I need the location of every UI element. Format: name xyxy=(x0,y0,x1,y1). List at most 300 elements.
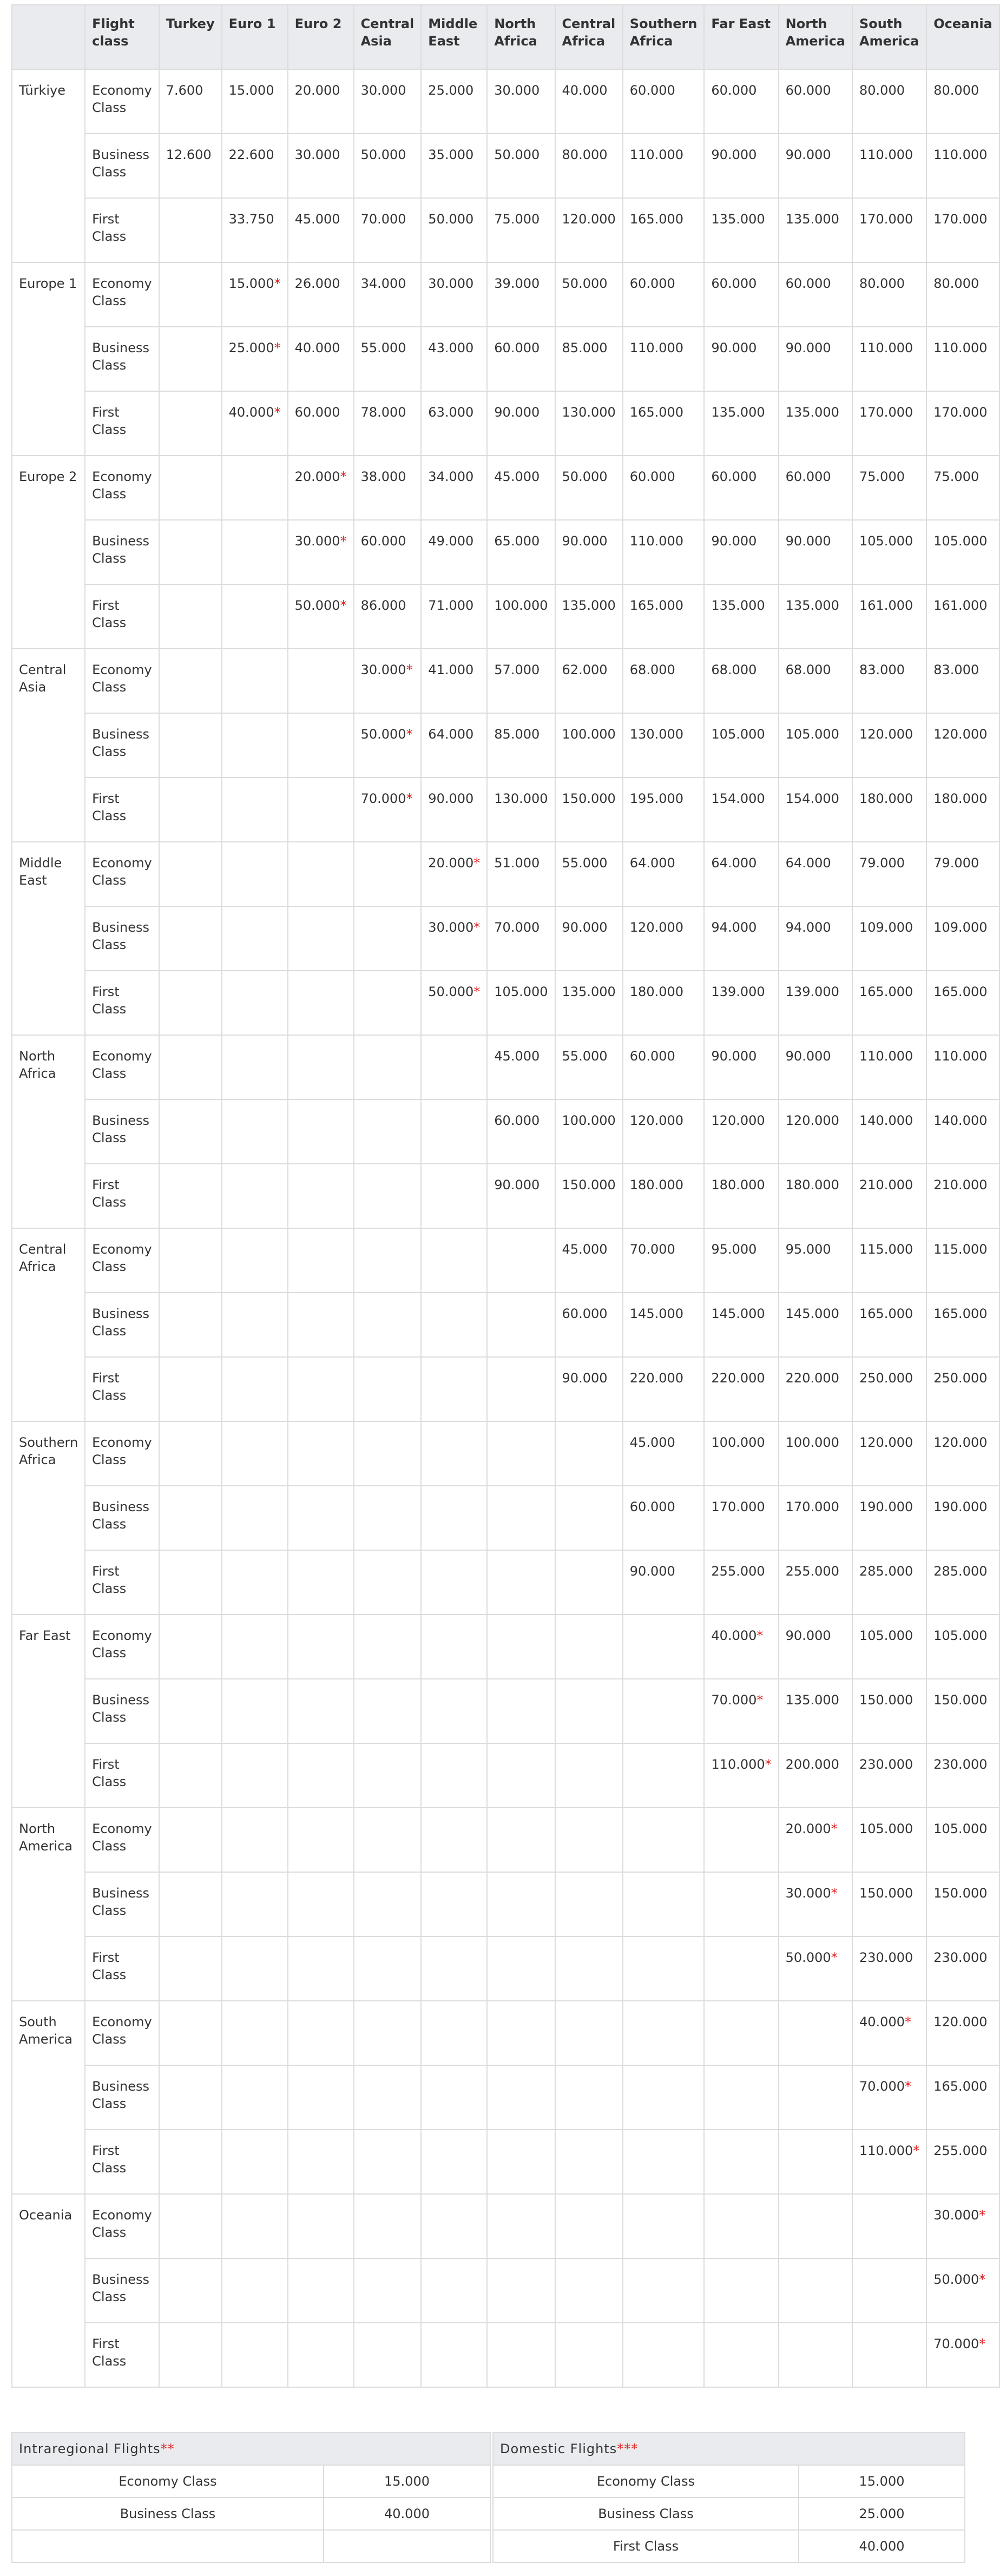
table-row xyxy=(12,2130,999,2194)
miles-cell: 154.000 xyxy=(704,778,778,842)
table-row xyxy=(493,2530,965,2562)
miles-cell: 150.000 xyxy=(926,1872,999,1936)
asterisk-mark: * xyxy=(473,984,481,999)
miles-cell: 95.000 xyxy=(779,1228,852,1293)
table-row xyxy=(12,2530,490,2562)
miles-cell: 170.000 xyxy=(926,391,999,456)
miles-cell: 109.000 xyxy=(852,906,926,971)
miles-cell xyxy=(222,2130,288,2194)
miles-cell xyxy=(288,1228,354,1293)
miles-cell xyxy=(288,1872,354,1936)
miles-cell xyxy=(222,1550,288,1615)
miles-cell: 94.000 xyxy=(704,906,778,971)
miles-cell: 90.000 xyxy=(779,1615,852,1679)
miles-cell xyxy=(421,1164,487,1228)
table-row xyxy=(12,1550,999,1615)
miles-cell xyxy=(159,971,222,1035)
miles-cell xyxy=(623,1615,705,1679)
miles-cell xyxy=(779,2130,852,2194)
miles-cell xyxy=(159,1872,222,1936)
miles-cell xyxy=(354,2130,422,2194)
asterisk-mark: * xyxy=(831,1821,838,1836)
miles-cell xyxy=(288,2130,354,2194)
miles-cell xyxy=(288,778,354,842)
miles-cell xyxy=(487,1936,555,2001)
miles-cell: 120.000 xyxy=(926,713,999,778)
miles-cell: 40.000 xyxy=(324,2498,490,2530)
miles-cell xyxy=(487,2258,555,2323)
miles-cell: 110.000 xyxy=(852,327,926,391)
miles-cell xyxy=(222,2065,288,2130)
miles-cell: 255.000 xyxy=(926,2130,999,2194)
table-row xyxy=(12,1164,999,1228)
miles-cell xyxy=(704,2194,778,2258)
region-label: Far East xyxy=(12,1615,85,1808)
miles-cell xyxy=(487,1679,555,1743)
miles-cell: 255.000 xyxy=(704,1550,778,1615)
table-row xyxy=(12,69,999,134)
miles-cell: 150.000 xyxy=(555,778,623,842)
miles-cell xyxy=(779,2001,852,2065)
miles-cell xyxy=(288,2194,354,2258)
miles-cell: 180.000 xyxy=(623,1164,705,1228)
miles-cell xyxy=(421,1743,487,1808)
miles-cell xyxy=(487,1228,555,1293)
miles-cell: 79.000 xyxy=(852,842,926,906)
miles-cell xyxy=(852,2194,926,2258)
miles-cell: 110.000 xyxy=(852,1035,926,1099)
miles-cell xyxy=(704,1936,778,2001)
miles-cell xyxy=(354,2001,422,2065)
miles-cell: 49.000 xyxy=(421,520,487,584)
miles-cell: 90.000 xyxy=(555,1357,623,1421)
miles-cell: 165.000 xyxy=(623,391,705,456)
region-label: Central Asia xyxy=(12,649,85,842)
miles-cell xyxy=(354,1164,422,1228)
miles-cell xyxy=(421,1615,487,1679)
miles-cell xyxy=(222,2001,288,2065)
miles-cell xyxy=(222,842,288,906)
miles-cell xyxy=(354,842,422,906)
miles-cell xyxy=(421,2258,487,2323)
table-row xyxy=(12,1936,999,2001)
miles-cell: 220.000 xyxy=(779,1357,852,1421)
miles-cell xyxy=(159,713,222,778)
miles-cell: 25.000* xyxy=(222,327,288,391)
miles-cell xyxy=(354,1872,422,1936)
miles-cell: 90.000 xyxy=(779,520,852,584)
miles-cell: 64.000 xyxy=(421,713,487,778)
miles-cell: 150.000 xyxy=(555,1164,623,1228)
miles-cell xyxy=(487,2323,555,2387)
table-row xyxy=(12,456,999,520)
miles-cell: 70.000 xyxy=(623,1228,705,1293)
table-row xyxy=(12,906,999,971)
miles-cell: 39.000 xyxy=(487,262,555,327)
miles-cell: 60.000 xyxy=(779,69,852,134)
miles-cell: 70.000 xyxy=(487,906,555,971)
asterisk-mark: * xyxy=(473,920,481,935)
miles-cell: 285.000 xyxy=(926,1550,999,1615)
miles-cell xyxy=(159,2323,222,2387)
flight-class-cell: First Class xyxy=(85,391,159,456)
miles-cell xyxy=(159,520,222,584)
miles-cell: 86.000 xyxy=(354,584,422,649)
miles-cell xyxy=(623,1679,705,1743)
miles-cell xyxy=(222,1228,288,1293)
miles-cell: 60.000 xyxy=(555,1293,623,1357)
miles-cell xyxy=(555,1486,623,1550)
miles-cell xyxy=(222,1936,288,2001)
miles-cell xyxy=(354,1421,422,1486)
miles-cell: 120.000 xyxy=(555,198,623,262)
miles-cell xyxy=(222,778,288,842)
flight-class-cell: Business Class xyxy=(85,327,159,391)
miles-cell: 30.000* xyxy=(421,906,487,971)
asterisk-mark: * xyxy=(406,791,413,806)
miles-cell: 139.000 xyxy=(704,971,778,1035)
miles-cell: 190.000 xyxy=(852,1486,926,1550)
miles-cell: 180.000 xyxy=(926,778,999,842)
miles-cell xyxy=(288,1615,354,1679)
miles-cell: 80.000 xyxy=(555,134,623,198)
flight-class-cell: Economy Class xyxy=(85,842,159,906)
miles-cell: 135.000 xyxy=(779,198,852,262)
miles-cell xyxy=(487,2130,555,2194)
table-row xyxy=(12,971,999,1035)
table-row xyxy=(12,2258,999,2323)
table-row xyxy=(12,2323,999,2387)
miles-cell xyxy=(159,1679,222,1743)
miles-cell xyxy=(487,2001,555,2065)
asterisk-mark: * xyxy=(406,662,413,677)
miles-cell xyxy=(222,1679,288,1743)
intraregional-title-text: Intraregional Flights xyxy=(19,2441,161,2456)
miles-cell: 30.000* xyxy=(779,1872,852,1936)
miles-cell: 15.000* xyxy=(222,262,288,327)
miles-cell xyxy=(487,2065,555,2130)
miles-cell: 115.000 xyxy=(852,1228,926,1293)
flight-class-cell: First Class xyxy=(85,2130,159,2194)
miles-cell: 38.000 xyxy=(354,456,422,520)
miles-cell: 68.000 xyxy=(623,649,705,713)
miles-cell: 45.000 xyxy=(623,1421,705,1486)
miles-cell xyxy=(704,1808,778,1872)
miles-cell xyxy=(623,1808,705,1872)
miles-cell: 30.000* xyxy=(354,649,422,713)
miles-cell xyxy=(623,1743,705,1808)
flight-class-cell: Business Class xyxy=(85,2065,159,2130)
miles-cell xyxy=(159,1486,222,1550)
table-row xyxy=(12,1099,999,1164)
miles-cell xyxy=(421,1228,487,1293)
miles-cell: 50.000 xyxy=(555,456,623,520)
miles-cell: 120.000 xyxy=(926,1421,999,1486)
miles-cell: 90.000 xyxy=(555,520,623,584)
miles-cell: 83.000 xyxy=(852,649,926,713)
miles-cell xyxy=(487,1872,555,1936)
miles-cell: 100.000 xyxy=(555,713,623,778)
asterisk-mark: * xyxy=(979,2336,986,2351)
miles-cell: 65.000 xyxy=(487,520,555,584)
miles-cell: 50.000* xyxy=(288,584,354,649)
miles-cell: 140.000 xyxy=(926,1099,999,1164)
miles-cell xyxy=(159,1099,222,1164)
miles-cell xyxy=(159,1936,222,2001)
flight-class-cell: Economy Class xyxy=(85,1808,159,1872)
miles-cell: 20.000* xyxy=(288,456,354,520)
miles-cell xyxy=(288,1679,354,1743)
miles-cell: 110.000 xyxy=(623,327,705,391)
miles-cell xyxy=(288,1035,354,1099)
miles-cell: 190.000 xyxy=(926,1486,999,1550)
miles-cell: 75.000 xyxy=(926,456,999,520)
miles-cell xyxy=(421,1421,487,1486)
table-row xyxy=(12,1743,999,1808)
miles-cell xyxy=(421,1035,487,1099)
miles-cell: 110.000* xyxy=(704,1743,778,1808)
miles-cell: 90.000 xyxy=(704,520,778,584)
miles-cell: 285.000 xyxy=(852,1550,926,1615)
miles-cell: 60.000 xyxy=(487,327,555,391)
miles-cell: 64.000 xyxy=(623,842,705,906)
miles-cell: 30.000* xyxy=(288,520,354,584)
miles-cell: 165.000 xyxy=(852,1293,926,1357)
miles-cell xyxy=(354,1808,422,1872)
asterisk-mark: * xyxy=(831,1886,838,1901)
miles-cell: 40.000 xyxy=(555,69,623,134)
miles-cell: 40.000 xyxy=(799,2530,965,2562)
miles-cell: 15.000 xyxy=(799,2465,965,2498)
miles-cell: 100.000 xyxy=(779,1421,852,1486)
miles-cell: 100.000 xyxy=(704,1421,778,1486)
asterisk-mark: * xyxy=(756,1628,764,1643)
miles-cell xyxy=(852,2323,926,2387)
miles-cell xyxy=(324,2530,490,2562)
miles-cell xyxy=(421,1099,487,1164)
asterisk-mark: * xyxy=(274,340,281,355)
miles-cell: 139.000 xyxy=(779,971,852,1035)
flight-class-cell: First Class xyxy=(85,1743,159,1808)
miles-cell xyxy=(555,2258,623,2323)
miles-cell: 135.000 xyxy=(555,584,623,649)
flight-class-cell: Business Class xyxy=(85,134,159,198)
miles-cell: 30.000 xyxy=(421,262,487,327)
header-cell: North America xyxy=(779,5,852,69)
miles-cell xyxy=(354,971,422,1035)
miles-cell: 30.000 xyxy=(288,134,354,198)
miles-cell: 90.000 xyxy=(421,778,487,842)
miles-cell: 78.000 xyxy=(354,391,422,456)
miles-cell: 210.000 xyxy=(926,1164,999,1228)
miles-cell xyxy=(421,2130,487,2194)
miles-cell xyxy=(555,1936,623,2001)
miles-cell: 50.000 xyxy=(421,198,487,262)
flight-class-cell: Economy Class xyxy=(85,262,159,327)
miles-cell xyxy=(222,1421,288,1486)
miles-cell xyxy=(222,1808,288,1872)
miles-cell xyxy=(222,1099,288,1164)
miles-cell: 90.000 xyxy=(704,134,778,198)
region-label: Central Africa xyxy=(12,1228,85,1421)
miles-cell: 70.000 xyxy=(354,198,422,262)
table-row xyxy=(12,1421,999,1486)
miles-cell xyxy=(555,1872,623,1936)
miles-cell xyxy=(623,2258,705,2323)
miles-cell: 80.000 xyxy=(926,69,999,134)
asterisk-mark: * xyxy=(904,2014,911,2030)
miles-cell xyxy=(354,2323,422,2387)
miles-cell: 60.000 xyxy=(779,456,852,520)
miles-cell xyxy=(288,842,354,906)
miles-cell xyxy=(421,2065,487,2130)
flight-class-cell: First Class xyxy=(85,198,159,262)
miles-cell: 90.000 xyxy=(487,1164,555,1228)
miles-cell: 105.000 xyxy=(779,713,852,778)
miles-cell: 170.000 xyxy=(704,1486,778,1550)
miles-cell: 100.000 xyxy=(555,1099,623,1164)
miles-cell xyxy=(487,1808,555,1872)
miles-cell: 130.000 xyxy=(555,391,623,456)
miles-cell xyxy=(623,2065,705,2130)
miles-cell: 85.000 xyxy=(555,327,623,391)
flight-class-cell: First Class xyxy=(85,1936,159,2001)
miles-cell: 79.000 xyxy=(926,842,999,906)
miles-cell xyxy=(555,1550,623,1615)
table-row xyxy=(12,134,999,198)
flight-class-cell: Economy Class xyxy=(85,1228,159,1293)
miles-cell: 20.000* xyxy=(421,842,487,906)
header-cell: Central Asia xyxy=(354,5,422,69)
miles-cell xyxy=(623,2001,705,2065)
region-label: Europe 1 xyxy=(12,262,85,456)
miles-cell: 45.000 xyxy=(555,1228,623,1293)
table-row xyxy=(493,2465,965,2498)
table-row xyxy=(12,778,999,842)
miles-cell xyxy=(159,262,222,327)
miles-cell xyxy=(354,1936,422,2001)
miles-cell: 35.000 xyxy=(421,134,487,198)
miles-cell: 55.000 xyxy=(555,842,623,906)
miles-cell xyxy=(555,1808,623,1872)
miles-cell xyxy=(222,1035,288,1099)
miles-cell: 165.000 xyxy=(852,971,926,1035)
miles-cell: 33.750 xyxy=(222,198,288,262)
miles-cell: 43.000 xyxy=(421,327,487,391)
miles-cell: 120.000 xyxy=(852,1421,926,1486)
miles-cell xyxy=(487,1357,555,1421)
table-row xyxy=(12,2194,999,2258)
asterisk-mark: * xyxy=(274,276,281,291)
miles-cell: 51.000 xyxy=(487,842,555,906)
table-row xyxy=(12,2001,999,2065)
miles-cell: 180.000 xyxy=(623,971,705,1035)
miles-cell: 90.000 xyxy=(779,327,852,391)
miles-cell: 110.000 xyxy=(852,134,926,198)
asterisk-mark: * xyxy=(473,855,481,871)
table-row xyxy=(12,1035,999,1099)
miles-cell xyxy=(288,1486,354,1550)
table-row xyxy=(12,1615,999,1679)
miles-cell xyxy=(421,2323,487,2387)
miles-cell: 68.000 xyxy=(779,649,852,713)
table-row xyxy=(12,584,999,649)
miles-cell xyxy=(354,2194,422,2258)
table-row xyxy=(12,2465,490,2498)
miles-cell xyxy=(779,2065,852,2130)
table-row xyxy=(12,713,999,778)
miles-cell xyxy=(704,2323,778,2387)
miles-cell xyxy=(487,1293,555,1357)
miles-cell: 230.000 xyxy=(926,1743,999,1808)
table-row xyxy=(493,2498,965,2530)
miles-cell: 110.000* xyxy=(852,2130,926,2194)
miles-cell xyxy=(354,1228,422,1293)
miles-cell xyxy=(288,1421,354,1486)
flight-class-cell: Economy Class xyxy=(85,69,159,134)
miles-cell xyxy=(159,327,222,391)
table-row xyxy=(12,2498,490,2530)
miles-cell xyxy=(487,1550,555,1615)
miles-cell: 70.000* xyxy=(926,2323,999,2387)
miles-cell: 130.000 xyxy=(623,713,705,778)
miles-cell: 50.000 xyxy=(487,134,555,198)
miles-cell: 30.000 xyxy=(487,69,555,134)
miles-cell xyxy=(555,1421,623,1486)
miles-cell: 75.000 xyxy=(487,198,555,262)
miles-cell xyxy=(159,1357,222,1421)
miles-cell xyxy=(288,713,354,778)
miles-cell: 7.600 xyxy=(159,69,222,134)
miles-cell xyxy=(159,1808,222,1872)
miles-cell: 41.000 xyxy=(421,649,487,713)
flight-class-cell: Business Class xyxy=(12,2498,324,2530)
miles-cell: 250.000 xyxy=(926,1357,999,1421)
header-cell: Flight class xyxy=(85,5,159,69)
miles-cell xyxy=(288,971,354,1035)
miles-cell xyxy=(159,1615,222,1679)
miles-cell xyxy=(354,1550,422,1615)
miles-cell xyxy=(288,1164,354,1228)
flight-class-cell: Economy Class xyxy=(85,1615,159,1679)
miles-cell xyxy=(159,1421,222,1486)
miles-cell xyxy=(222,971,288,1035)
domestic-title-text: Domestic Flights xyxy=(500,2441,617,2456)
miles-cell: 60.000 xyxy=(623,1035,705,1099)
miles-cell: 120.000 xyxy=(623,906,705,971)
miles-cell: 170.000 xyxy=(852,391,926,456)
miles-cell: 105.000 xyxy=(926,520,999,584)
domestic-title-mark: *** xyxy=(617,2441,639,2456)
header-cell: Euro 2 xyxy=(288,5,354,69)
flight-class-cell: First Class xyxy=(85,1550,159,1615)
miles-cell xyxy=(354,1486,422,1550)
miles-cell: 105.000 xyxy=(926,1615,999,1679)
miles-cell: 230.000 xyxy=(926,1936,999,2001)
table-row xyxy=(12,1808,999,1872)
miles-cell xyxy=(421,2194,487,2258)
header-cell: Far East xyxy=(704,5,778,69)
miles-cell xyxy=(354,1679,422,1743)
miles-cell xyxy=(421,1293,487,1357)
miles-cell xyxy=(159,1164,222,1228)
miles-cell: 120.000 xyxy=(623,1099,705,1164)
miles-cell xyxy=(623,1936,705,2001)
miles-cell xyxy=(555,2323,623,2387)
miles-cell: 110.000 xyxy=(623,134,705,198)
flight-class-cell: Economy Class xyxy=(85,649,159,713)
miles-cell xyxy=(159,2194,222,2258)
